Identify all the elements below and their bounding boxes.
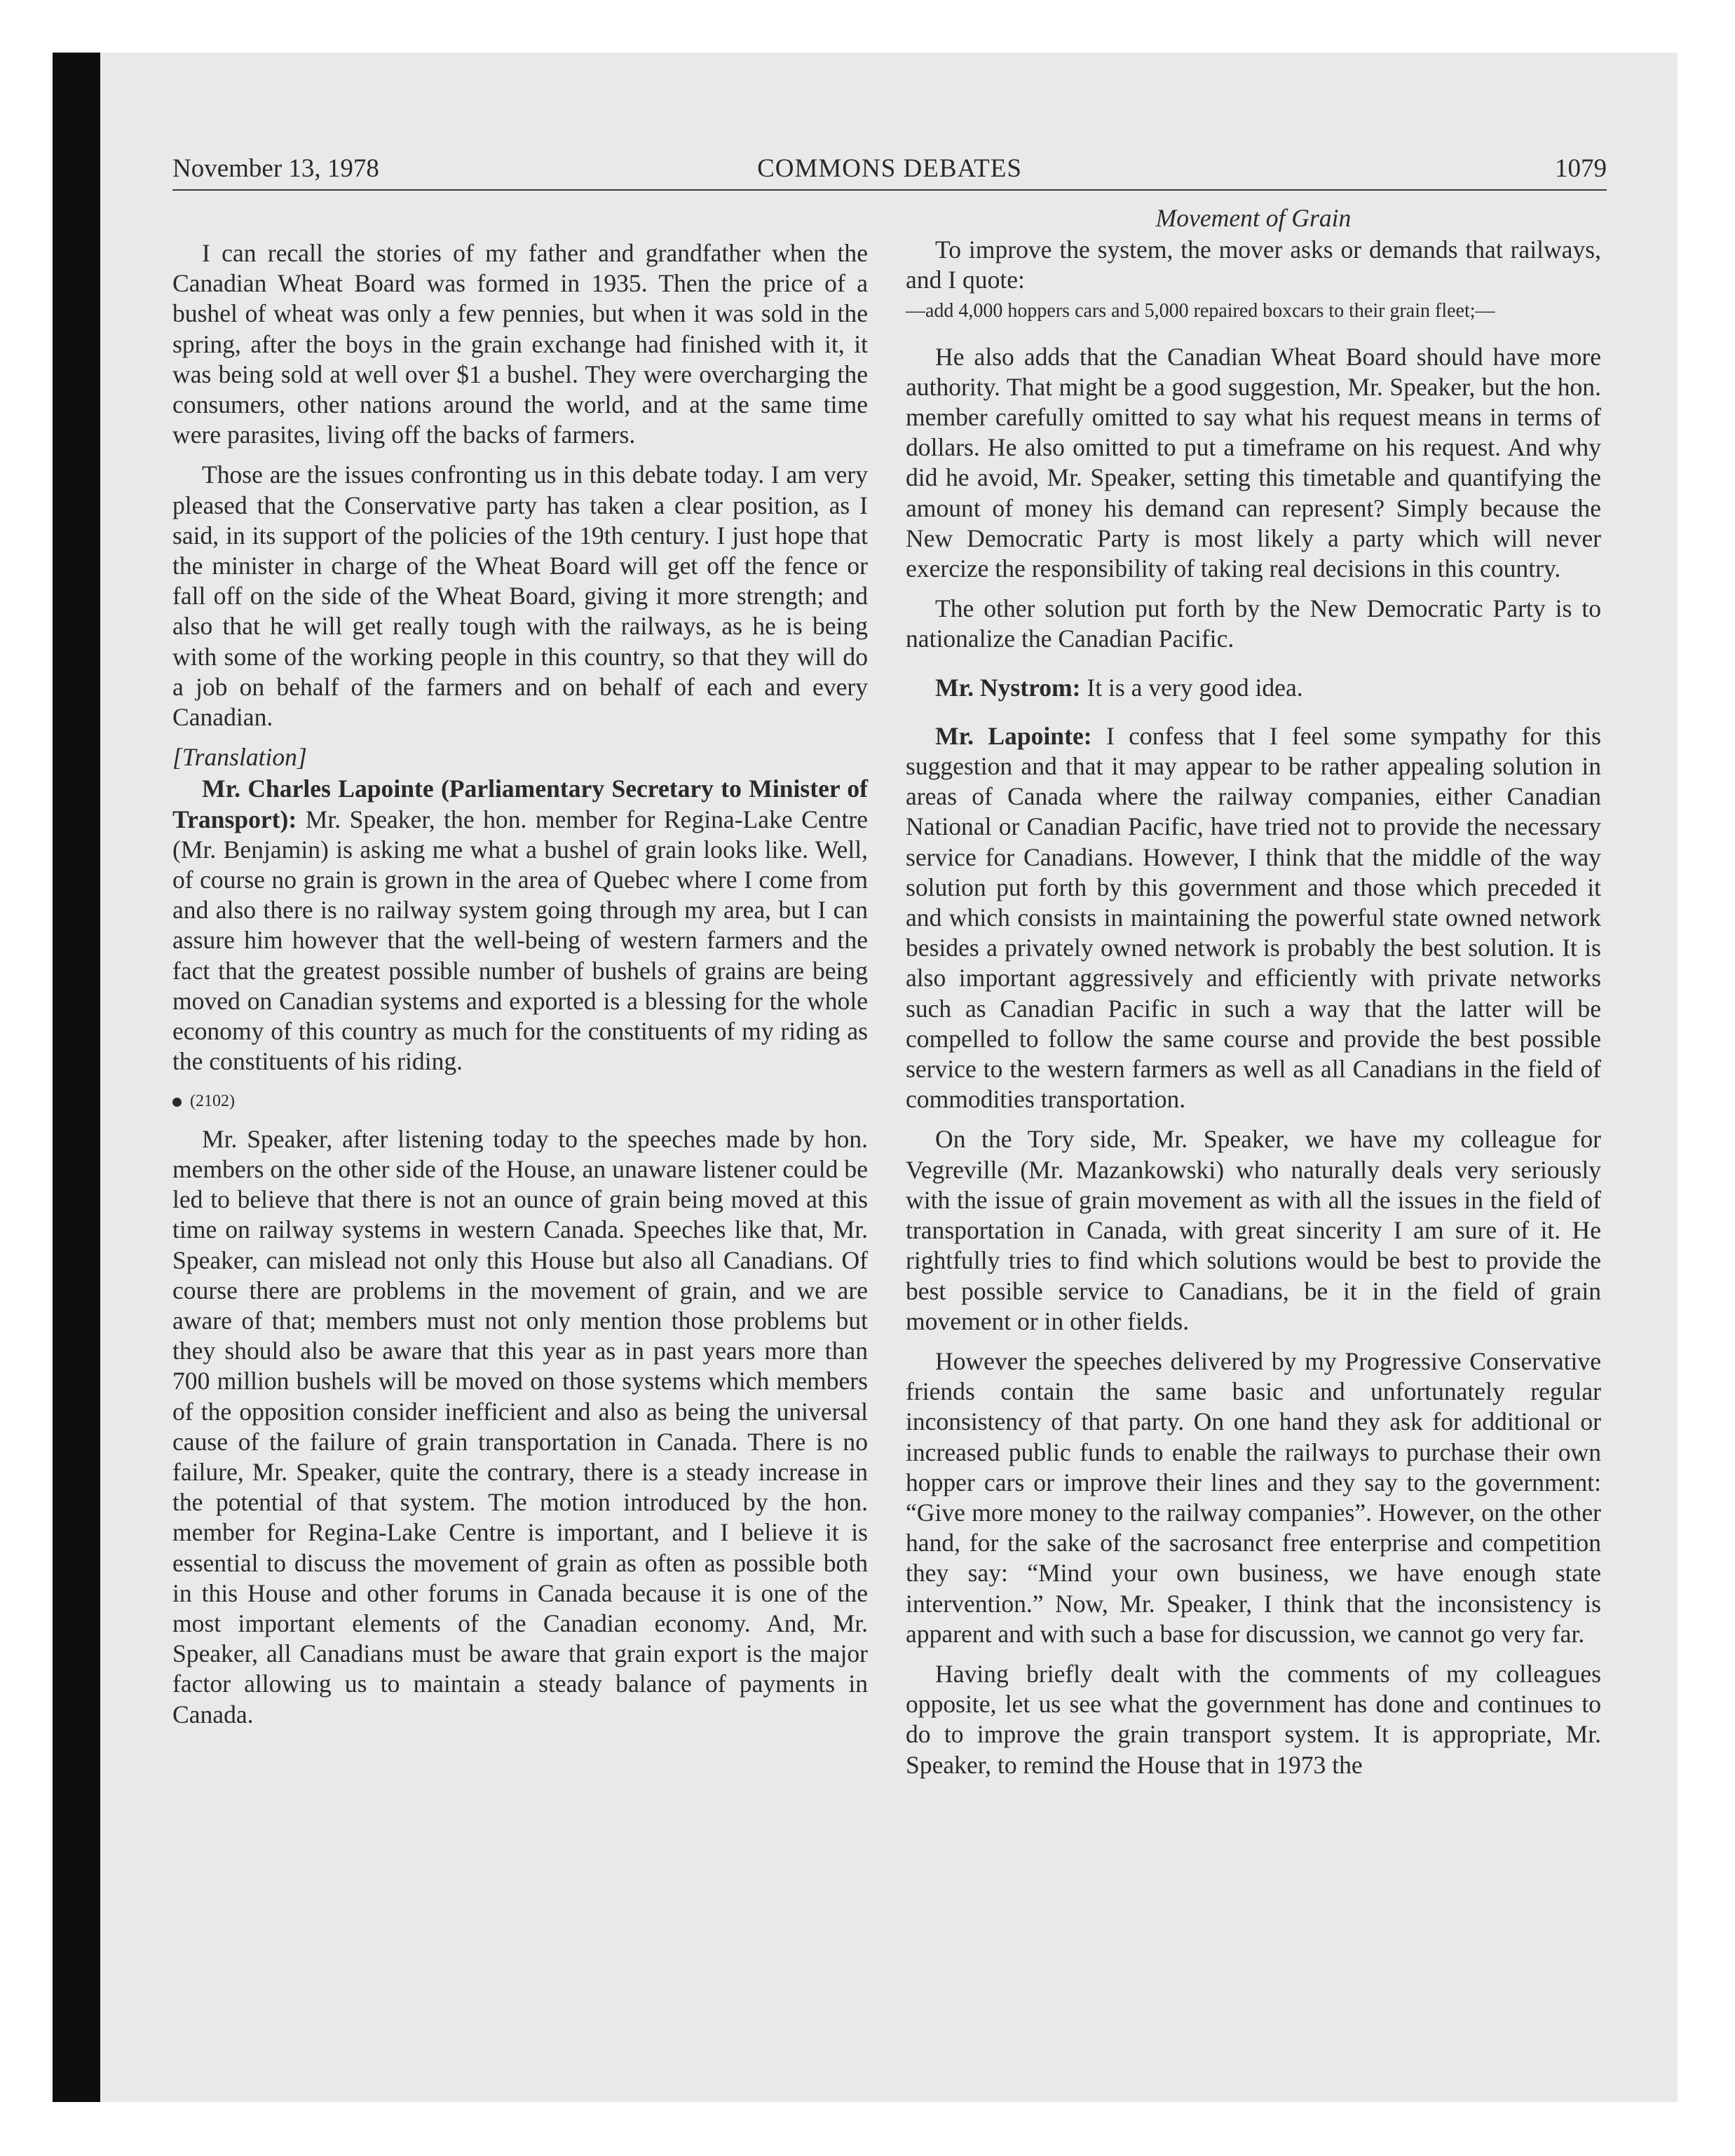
header-title: COMMONS DEBATES — [757, 154, 1022, 183]
translation-note: [Translation] — [172, 743, 307, 772]
scan-border — [53, 53, 100, 2102]
page-header — [172, 149, 1607, 191]
speech-text: Mr. Speaker, the hon. member for Regina-Lake Centre (Mr. Benjamin) is asking me what a bushel of grain looks like. Well, of course no grain is grown in the area of Quebec where I come from and also there is no railway system going through my area, but I can assure him however that the well-being of western farmers and the fact that the greatest possible number of bushels of grains are being moved on Canadian systems and exported is a blessing for the whole economy of this country as much for the constituents of my riding as the constituents of his riding. — [172, 805, 868, 1076]
paragraph: On the Tory side, Mr. Speaker, we have my colleague for Vegreville (Mr. Mazankowski) who naturally deals very seriously with the issue of grain movement as with all the issues in the field of transportation in Canada, with great sincerity I am sure of it. He rightfully tries to find which solutions would be best to provide the best possible service to Canadians, be it in the field of grain movement or in other fields. — [906, 1125, 1601, 1335]
section-subhead: Movement of Grain — [1155, 204, 1352, 232]
speaker-name: Mr. Charles Lapointe (Parliamentary Secretary to Minister of Transport): — [172, 775, 868, 833]
quotation: —add 4,000 hoppers cars and 5,000 repaired boxcars to their grain fleet;— — [906, 299, 1495, 322]
paragraph: However the speeches delivered by my Progressive Conservative friends contain the same basic and unfortunately regular inconsistency of that party. On one hand they ask for additional or increased public funds to enable the railways to purchase their own hopper cars or improve their lines and they say to the government: “Give more money to the railway companies”. However, on the other hand, for the sake of the sacrosanct free enterprise and competition they say: “Mind your own business, we have enough state intervention.” Now, Mr. Speaker, I think that the inconsistency is apparent and with such a base for discussion, we cannot go very far. — [906, 1346, 1601, 1648]
paragraph: The other solution put forth by the New Democratic Party is to nationalize the Canadian Pacific. — [906, 594, 1601, 653]
page-number: 1079 — [1555, 154, 1607, 183]
time-marker-label: (2102) — [190, 1092, 235, 1111]
paragraph — [172, 774, 868, 1077]
bullet-icon — [172, 1098, 182, 1107]
paragraph: Having briefly dealt with the comments of my colleagues opposite, let us see what the government has done and continues to do to improve the grain transport system. It is appropriate, Mr. Speaker, to remind the House that in 1973 the — [906, 1659, 1601, 1779]
left-column — [172, 238, 868, 1740]
paragraph: To improve the system, the mover asks or demands that railways, and I quote: — [906, 236, 1601, 294]
paragraph: Mr. Speaker, after listening today to the speeches made by hon. members on the other side of the House, an unaware listener could be led to believe that there is not an ounce of grain being moved at this time on railway systems in western Canada. Speeches like that, Mr. Speaker, can mislead not only this House but also all Canadians. Of course there are problems in the movement of grain, and we are aware of that; members must not only mention those problems but they should also be aware that this year as in past years more than 700 million bushels will be moved on those systems which members of the opposition consider inefficient and also as being the universal cause of the failure of grain transportation in Canada. There is no failure, Mr. Speaker, quite the contrary, there is a steady increase in the potential of that system. The motion introduced by the hon. member for Regina-Lake Centre is important, and I believe it is essential to discuss the movement of grain as often as possible both in this House and other forums in Canada because it is one of the most important elements of the Canadian economy. And, Mr. Speaker, all Canadians must be aware that grain export is the major factor allowing us to maintain a steady balance of payments in Canada. — [172, 1124, 868, 1728]
speech-text: I confess that I feel some sympathy for this suggestion and that it may appear to be rather appealing solution in areas of Canada where the railway companies, either Canadian National or Canadian Pacific, have tried not to provide the necessary service for Canadians. However, I think that the middle of the way solution put forth by this government and those which preceded it and which consists in maintaining the powerful state owned network besides a privately owned network is probably the best solution. It is also important aggressively and efficiently with private networks such as Canadian Pacific in such a way that the latter will be compelled to follow the same course and provide the best possible service to the western farmers as well as all Canadians in the field of commodities transportation. — [906, 721, 1601, 1114]
time-marker — [172, 1086, 868, 1117]
paragraph — [906, 673, 1601, 703]
paragraph: Those are the issues confronting us in this debate today. I am very pleased that the Conservative party has taken a clear position, as I said, in its support of the policies of the 19th century. I just hope that the minister in charge of the Wheat Board will get off the fence or fall off on the side of the Wheat Board, giving it more strength; and also that he will get really tough with the railways, as he is being with some of the working people in this country, so that they will do a job on behalf of the farmers and on behalf of each and every Canadian. — [172, 460, 868, 732]
paragraph: He also adds that the Canadian Wheat Board should have more authority. That might be a good suggestion, Mr. Speaker, but the hon. member carefully omitted to say what his request means in terms of dollars. He also omitted to put a timeframe on his request. And why did he avoid, Mr. Speaker, setting this timetable and quantifying the amount of money his demand can represent? Simply because the New Democratic Party is most likely a party which will never exercize the responsibility of taking real decisions in this country. — [906, 342, 1601, 583]
speaker-name: Mr. Lapointe: — [935, 721, 1092, 750]
paragraph — [906, 721, 1601, 1115]
paragraph: I can recall the stories of my father and grandfather when the Canadian Wheat Board was formed in 1935. Then the price of a bushel of wheat was only a few pennies, but when it was sold in the spring, after the boys in the grain exchange had finished with it, it was being sold at well over $1 a bushel. They were overcharging the consumers, other nations around the world, and at the same time were parasites, living off the backs of farmers. — [172, 239, 868, 449]
speaker-name: Mr. Nystrom: — [935, 673, 1081, 702]
speech-text: It is a very good idea. — [1087, 673, 1303, 702]
header-date: November 13, 1978 — [172, 154, 379, 183]
right-column — [906, 203, 1601, 1790]
